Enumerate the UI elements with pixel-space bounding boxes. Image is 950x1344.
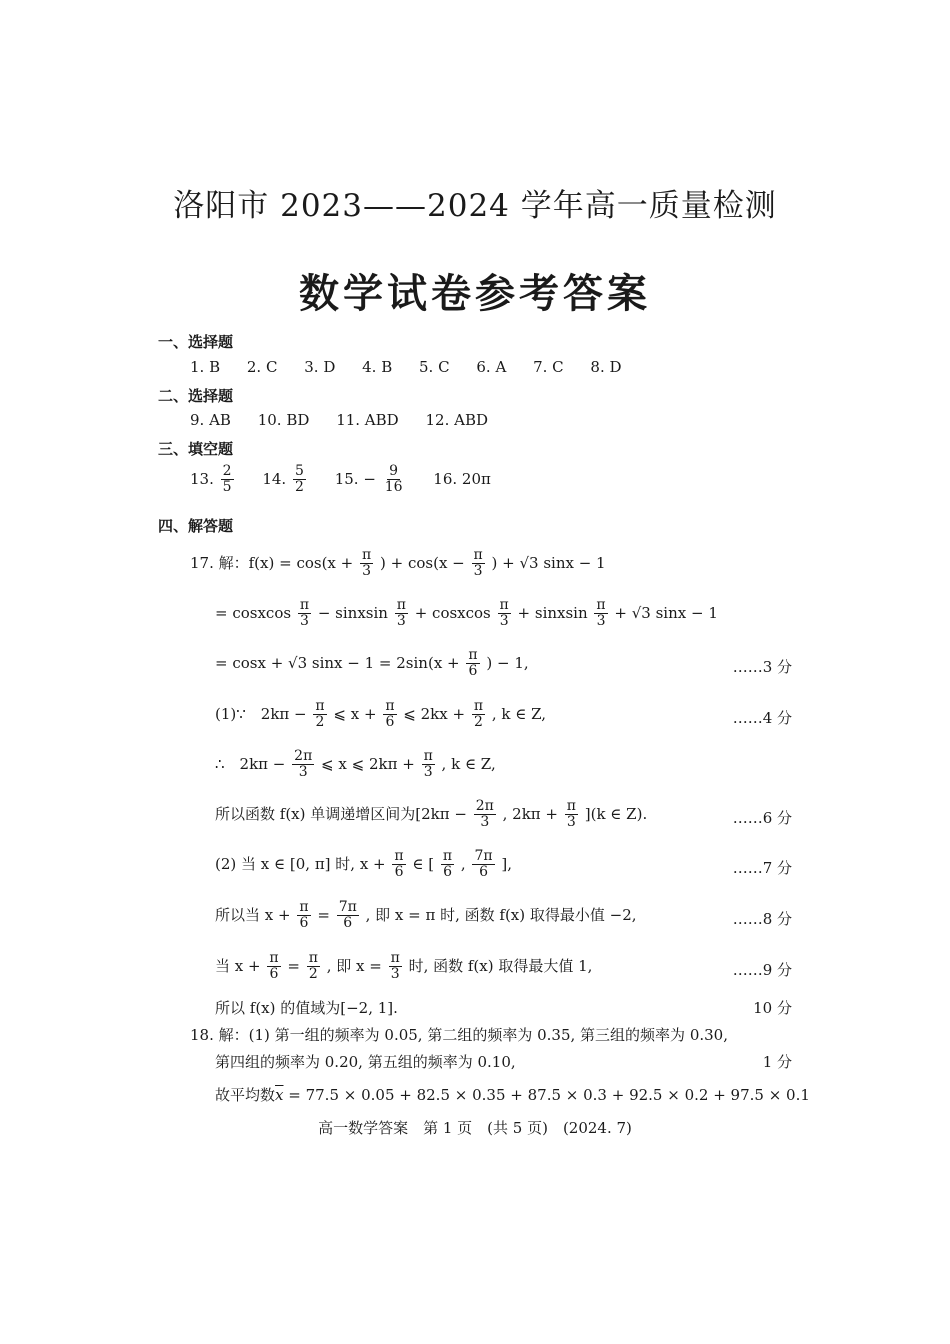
- score-mark: ……8 分: [732, 910, 792, 928]
- q17-line-5: ∴ 2kπ − $\frac{2\pi}{3}$ ⩽ x ⩽ 2kπ + $\frac{\pi}{3}$ , k ∈ Z,: [215, 748, 496, 781]
- score-mark: 1 分: [762, 1053, 792, 1071]
- page-subtitle: 数学试卷参考答案: [299, 270, 651, 317]
- score-mark: ……6 分: [732, 809, 792, 827]
- answer-item: 1. B: [190, 358, 221, 376]
- answer-item: 4. B: [362, 358, 393, 376]
- answer-item: 12. ABD: [425, 411, 488, 429]
- q17-line-8: 所以当 x + $\frac{\pi}{6}$ = $\frac{7\pi}{6}$ , 即 x = π 时, 函数 f(x) 取得最小值 −2,: [215, 899, 637, 932]
- q17-line-7: (2) 当 x ∈ [0, π] 时, x + $\frac{\pi}{6}$ ∈ [ $\frac{\pi}{6}$ , $\frac{7\pi}{6}$ ],: [215, 848, 512, 881]
- answer-item: 3. D: [304, 358, 336, 376]
- q15-fraction: $\frac{9}{16}$: [384, 463, 403, 496]
- answer-item: 6. A: [476, 358, 507, 376]
- q17-line-2: = cosxcos $\frac{\pi}{3}$ − sinxsin $\frac{\pi}{3}$ + cosxcos $\frac{\pi}{3}$ + sinxsin $\frac{\pi}{3}$ + √3 sinx − 1: [215, 597, 718, 630]
- answer-item: 10. BD: [257, 411, 310, 429]
- q16-answer: 16. 20π: [433, 469, 491, 488]
- score-mark: ……4 分: [732, 709, 792, 727]
- q13-label: 13.: [190, 469, 214, 488]
- fill-answers: [190, 464, 491, 496]
- q15-sign: −: [363, 469, 376, 488]
- section-heading-solutions: 四、解答题: [158, 517, 234, 535]
- q17-line-9: 当 x + $\frac{\pi}{6}$ = $\frac{\pi}{2}$ , 即 x = $\frac{\pi}{3}$ 时, 函数 f(x) 取得最大值 1,: [215, 950, 593, 983]
- answer-item: 5. C: [419, 358, 450, 376]
- q17-line-3: = cosx + √3 sinx − 1 = 2sin(x + $\frac{\pi}{6}$ ) − 1,: [215, 647, 529, 680]
- page-footer: 高一数学答案 第 1 页 (共 5 页) (2024. 7): [318, 1119, 632, 1137]
- q14-fraction: $\frac{5}{2}$: [294, 463, 304, 496]
- q18-line-3: 故平均数$\overline{x} = 77.5 \times 0.05 + 82.5 \times 0.35 + 87.5 \times 0.3 + 92.5 \times 0.2 + 97.5 \times 0.1$: [215, 1086, 810, 1104]
- answer-item: 2. C: [246, 358, 278, 376]
- section-heading-choice: 一、选择题: [158, 333, 234, 351]
- answer-item: 11. ABD: [336, 411, 399, 429]
- section-heading-multi-choice: 二、选择题: [158, 387, 234, 405]
- q17-line-10: 所以 f(x) 的值域为[−2, 1].: [215, 999, 398, 1017]
- q18-line-2: 第四组的频率为 0.20, 第五组的频率为 0.10,: [215, 1053, 516, 1071]
- answer-item: 9. AB: [190, 411, 231, 429]
- q14-label: 14.: [262, 469, 287, 488]
- score-mark: ……9 分: [732, 961, 792, 979]
- q13-fraction: $\frac{2}{5}$: [222, 463, 232, 496]
- score-mark: 10 分: [753, 999, 792, 1017]
- q17-line-4: (1)∵ 2kπ − $\frac{\pi}{2}$ ⩽ x + $\frac{\pi}{6}$ ⩽ 2kx + $\frac{\pi}{2}$ , k ∈ Z,: [215, 698, 547, 731]
- q15-label: 15.: [334, 469, 359, 488]
- q18-line-1: 18. 解：(1) 第一组的频率为 0.05, 第二组的频率为 0.35, 第三组的频率为 0.30,: [190, 1026, 728, 1044]
- answer-item: 8. D: [590, 358, 622, 376]
- score-mark: ……7 分: [732, 859, 792, 877]
- choice-answers: [190, 358, 644, 376]
- q17-line-1: 17. 解：f(x) = cos(x + $\frac{\pi}{3}$ ) + cos(x − $\frac{\pi}{3}$ ) + √3 sinx − 1: [190, 547, 606, 580]
- page-title: 洛阳市 2023——2024 学年高一质量检测: [173, 188, 777, 224]
- answer-item: 7. C: [533, 358, 564, 376]
- score-mark: ……3 分: [732, 658, 792, 676]
- section-heading-fill: 三、填空题: [158, 440, 234, 458]
- multi-choice-answers: [190, 411, 510, 429]
- q17-line-6: 所以函数 f(x) 单调递增区间为[2kπ − $\frac{2\pi}{3}$ , 2kπ + $\frac{\pi}{3}$ ](k ∈ Z).: [215, 798, 648, 831]
